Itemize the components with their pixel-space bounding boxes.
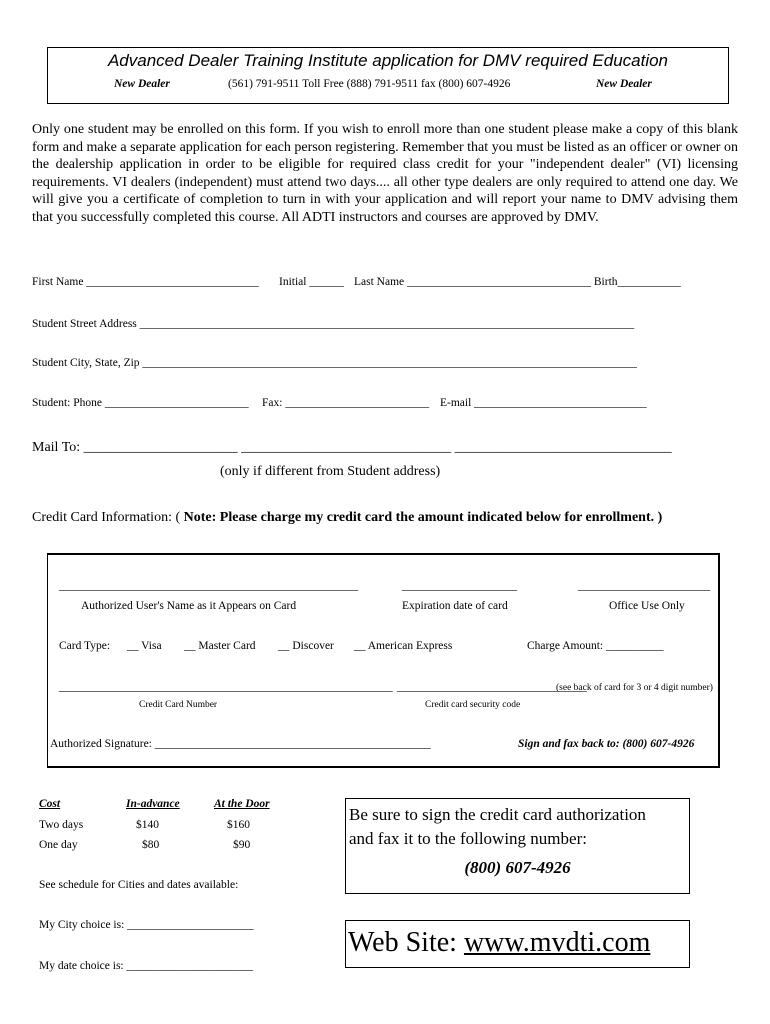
card-number-label: Credit Card Number	[139, 700, 218, 710]
expiration-label: Expiration date of card	[402, 600, 508, 612]
card-number-line[interactable]: __________________________________________________________	[59, 681, 393, 693]
new-dealer-tag-right: New Dealer	[596, 78, 652, 90]
sign-reminder-box	[345, 798, 690, 894]
table-row-label: Two days	[39, 819, 84, 831]
last-name-birth-field[interactable]: Last Name ________________________________ Birth___________	[354, 276, 681, 288]
email-field[interactable]: E-mail ______________________________	[440, 397, 647, 409]
table-cell-door: $90	[233, 839, 251, 851]
street-address-field[interactable]: Student Street Address ______________________________________________________________________________________	[32, 318, 635, 330]
charge-amount-field[interactable]: Charge Amount: __________	[527, 640, 664, 652]
cost-header: Cost	[39, 798, 61, 810]
fax-number: (800) 607-4926	[464, 858, 571, 877]
authorized-signature-field[interactable]: Authorized Signature: ________________________________________________	[50, 738, 431, 750]
office-use-line: _______________________	[578, 580, 711, 592]
security-code-note: (see back of card for 3 or 4 digit number)	[556, 683, 713, 693]
phone-field[interactable]: Student: Phone _________________________	[32, 397, 249, 409]
contact-phones: (561) 791-9511 Toll Free (888) 791-9511 fax (800) 607-4926	[228, 78, 511, 90]
sign-reminder-line1: Be sure to sign the credit card authorization	[349, 805, 646, 824]
sign-fax-note: Sign and fax back to: (800) 607-4926	[518, 738, 695, 750]
table-cell-advance: $140	[136, 819, 159, 831]
schedule-note: See schedule for Cities and dates available:	[39, 879, 239, 891]
website-box	[345, 920, 690, 968]
mastercard-option[interactable]: __ Master Card	[184, 640, 256, 652]
expiration-line[interactable]: ____________________	[402, 580, 517, 592]
table-cell-advance: $80	[142, 839, 160, 851]
security-code-label: Credit card security code	[425, 700, 521, 710]
website-link[interactable]: www.mvdti.com	[463, 927, 651, 958]
american-express-option[interactable]: __ American Express	[354, 640, 453, 652]
first-name-field[interactable]: First Name ______________________________	[32, 276, 259, 288]
credit-card-heading	[32, 510, 662, 526]
card-holder-name-line[interactable]: ____________________________________________________	[59, 580, 358, 592]
visa-option[interactable]: __ Visa	[127, 640, 162, 652]
website-label: Web Site:	[348, 927, 464, 958]
date-choice-field[interactable]: My date choice is: ______________________	[39, 960, 254, 972]
security-code-line[interactable]: _________________________________	[397, 681, 587, 693]
website-label-wrapper	[348, 927, 650, 959]
credit-card-heading-label: Credit Card Information: (	[32, 510, 184, 525]
table-row-label: One day	[39, 839, 78, 851]
city-state-zip-field[interactable]: Student City, State, Zip ______________________________________________________________________________________	[32, 357, 637, 369]
city-choice-field[interactable]: My City choice is: ______________________	[39, 919, 254, 931]
intro-paragraph: Only one student may be enrolled on this form. If you wish to enroll more than one student please make a copy of this blank form and make a separate application for each person registering. Remember that you must be listed as an officer or owner on the dealership application in order to be eligible for required class credit for your "independent dealer" (VI) licensing requirements. VI dealers (independent) must attend two days.... all other type dealers are only required to attend one day. We will give you a certificate of completion to turn in with your application and will report your name to DMV advising them that you successfully completed this course. All ADTI instructors and courses are approved by DMV.	[32, 122, 738, 225]
office-use-label: Office Use Only	[609, 600, 685, 612]
new-dealer-tag-left: New Dealer	[114, 78, 170, 90]
table-cell-door: $160	[227, 819, 250, 831]
initial-field[interactable]: Initial ______	[279, 276, 344, 288]
sign-reminder-line2: and fax it to the following number:	[349, 829, 587, 848]
discover-option[interactable]: __ Discover	[278, 640, 334, 652]
in-advance-header: In-advance	[126, 798, 180, 810]
header-box	[47, 47, 729, 104]
credit-card-note: Note: Please charge my credit card the amount indicated below for enrollment. )	[183, 510, 663, 525]
form-title: Advanced Dealer Training Institute application for DMV required Education	[107, 51, 669, 70]
card-type-label: Card Type:	[59, 640, 111, 652]
at-door-header: At the Door	[214, 798, 270, 810]
mail-to-note: (only if different from Student address)	[220, 464, 441, 479]
fax-field[interactable]: Fax: _________________________	[262, 397, 430, 409]
mail-to-field[interactable]: Mail To: ______________________ ______________________________ _______________________________	[32, 440, 672, 455]
card-holder-name-label: Authorized User's Name as it Appears on Card	[81, 600, 297, 612]
